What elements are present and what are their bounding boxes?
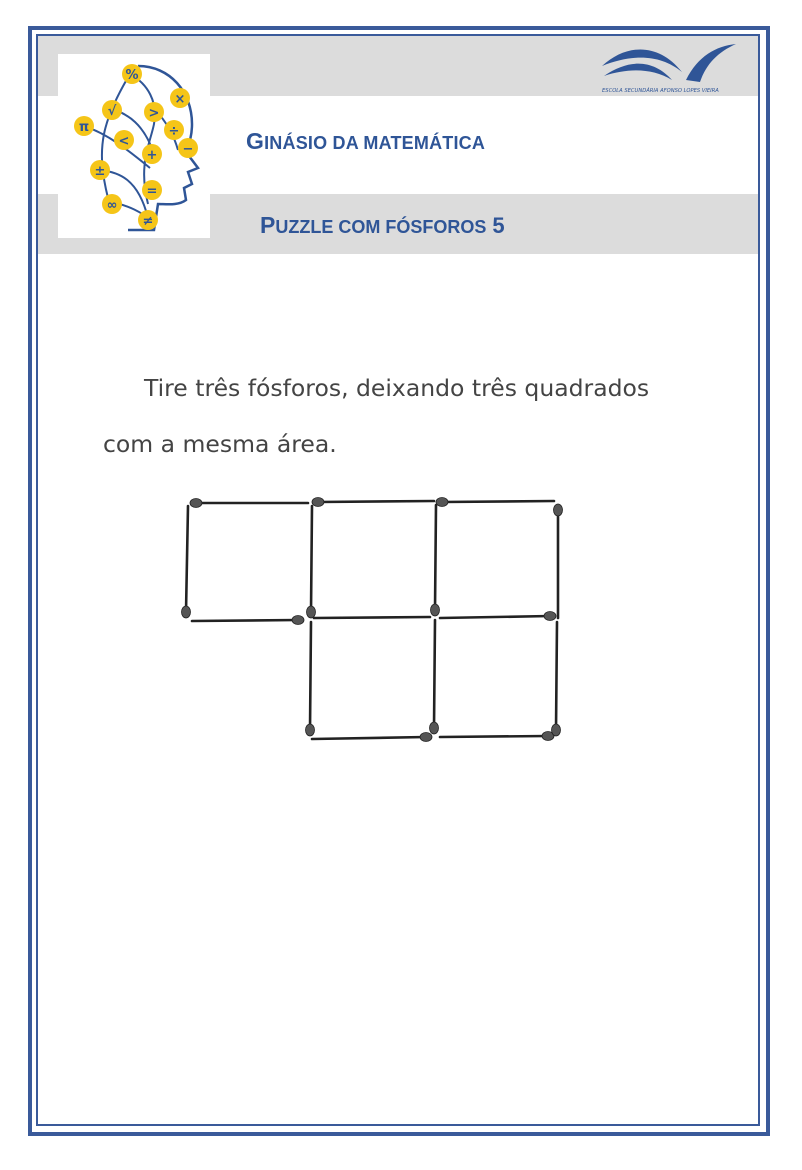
svg-text:<: < bbox=[118, 134, 130, 149]
match-vert-top-2 bbox=[311, 506, 312, 612]
svg-text:=: = bbox=[146, 184, 158, 199]
math-head-logo bbox=[58, 54, 210, 238]
math-head-logo-graphic bbox=[58, 54, 210, 238]
svg-text:+: + bbox=[146, 148, 158, 163]
match-mid-3 bbox=[440, 616, 550, 618]
puzzle-title: PUZZLE COM FÓSFOROS 5 bbox=[260, 212, 505, 238]
school-logo-graphic bbox=[596, 36, 742, 98]
svg-text:×: × bbox=[174, 92, 186, 107]
match-vert-top-3 bbox=[435, 505, 436, 610]
svg-text:√: √ bbox=[107, 104, 117, 119]
svg-text:−: − bbox=[182, 142, 194, 157]
match-vert-top-1 bbox=[186, 506, 188, 612]
svg-text:%: % bbox=[125, 68, 139, 83]
svg-text:±: ± bbox=[94, 164, 106, 179]
logo-symbol-minus bbox=[178, 138, 198, 158]
logo-symbol-plus bbox=[142, 144, 162, 164]
logo-symbol-pi bbox=[74, 116, 94, 136]
matchstick-figure bbox=[178, 490, 570, 752]
logo-symbol-percent bbox=[122, 64, 142, 84]
svg-text:≠: ≠ bbox=[142, 214, 154, 229]
logo-symbol-notequal bbox=[138, 210, 158, 230]
match-mid-2 bbox=[314, 617, 430, 618]
logo-symbol-plusminus bbox=[90, 160, 110, 180]
match-vert-bottom-1 bbox=[310, 622, 311, 730]
page-title: GINÁSIO DA MATEMÁTICA bbox=[246, 128, 486, 154]
match-bottom-2 bbox=[440, 736, 548, 737]
svg-text:÷: ÷ bbox=[168, 124, 180, 139]
logo-symbol-times bbox=[170, 88, 190, 108]
school-name: ESCOLA SECUNDÁRIA AFONSO LOPES VIEIRA bbox=[602, 88, 719, 94]
logo-symbol-gt bbox=[144, 102, 164, 122]
instruction-line-2: com a mesma área. bbox=[103, 430, 337, 458]
logo-symbol-equals bbox=[142, 180, 162, 200]
svg-text:>: > bbox=[148, 106, 160, 121]
instruction-line-1: Tire três fósforos, deixando três quadrados bbox=[144, 374, 650, 402]
svg-text:π: π bbox=[78, 120, 90, 135]
logo-symbol-lt bbox=[114, 130, 134, 150]
puzzle-number: 5 bbox=[492, 213, 505, 238]
logo-symbol-sqrt bbox=[102, 100, 122, 120]
school-logo bbox=[596, 36, 742, 98]
logo-symbol-divide bbox=[164, 120, 184, 140]
match-vert-bottom-2 bbox=[434, 620, 435, 728]
matchstick-figure-graphic bbox=[178, 490, 570, 752]
logo-symbol-infinity bbox=[102, 194, 122, 214]
puzzle-instructions bbox=[103, 360, 703, 472]
match-vert-bottom-3 bbox=[556, 622, 557, 730]
svg-text:∞: ∞ bbox=[106, 198, 118, 213]
match-bottom-1 bbox=[312, 737, 426, 739]
match-top-2 bbox=[318, 501, 434, 502]
match-top-3 bbox=[442, 501, 554, 502]
match-mid-1 bbox=[192, 620, 298, 621]
